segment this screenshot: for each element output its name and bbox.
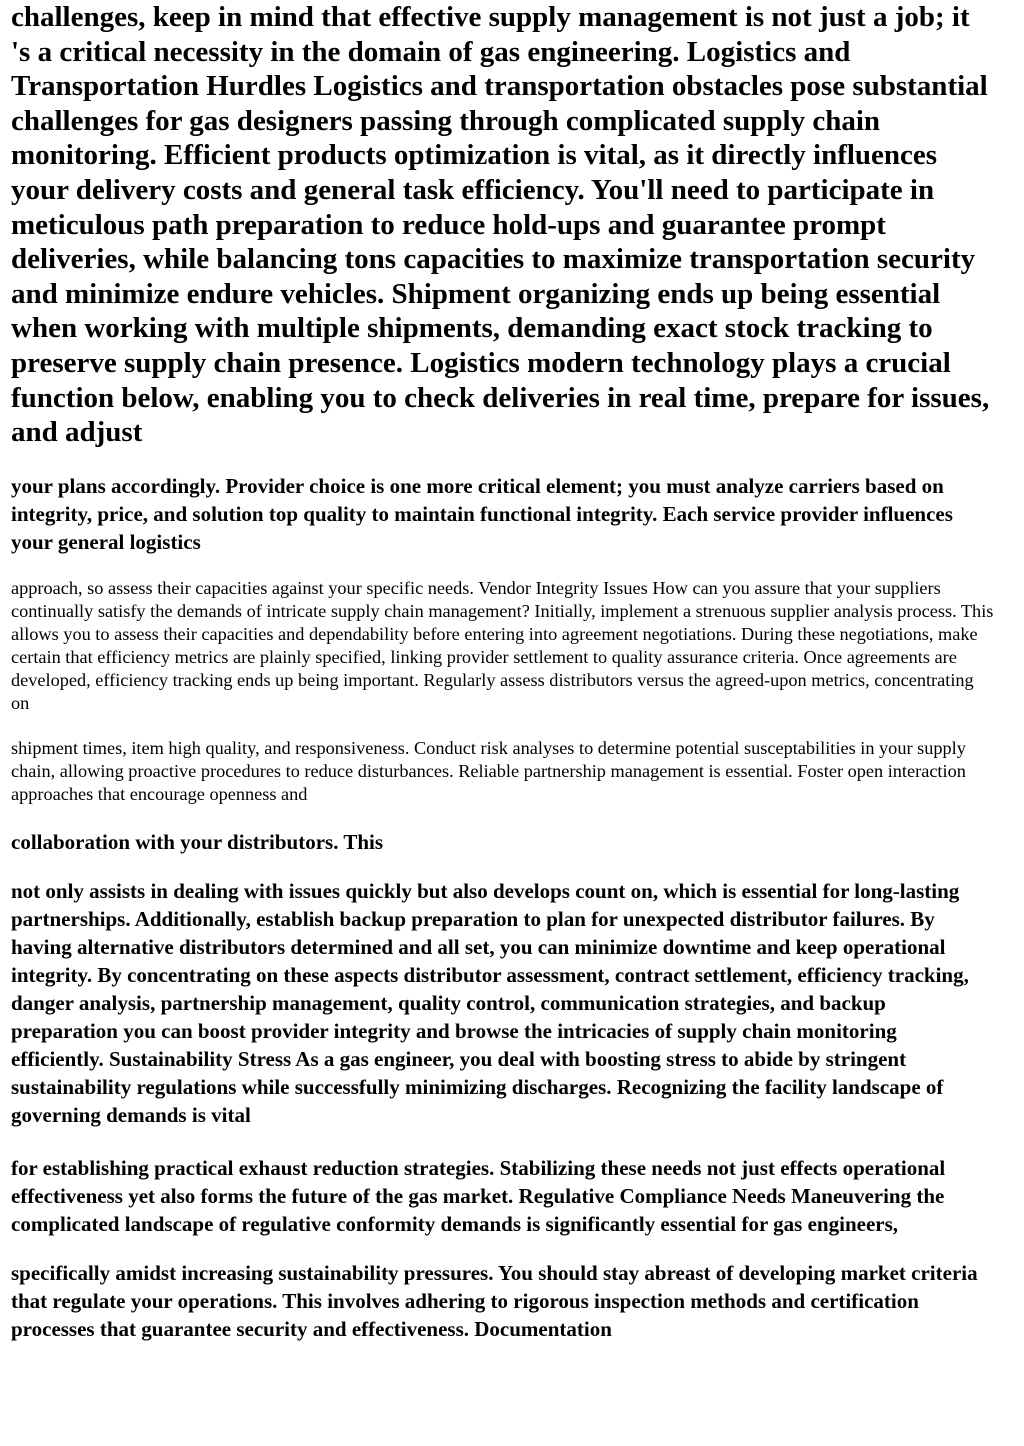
paragraph-vendor-integrity: approach, so assess their capacities against your specific needs. Vendor Integrity Issues How can you assure that your suppliers continually satisfy the demands of intricate supply chain management? Initially, implement a strenuous supplier analysis process. This allows you to assess their capacities and dependability before entering into agreement negotiations. During these negotiations, make certain that efficiency metrics are plainly specified, linking provider settlement to quality assurance criteria. Once agreements are developed, efficiency tracking ends up being important. Regularly assess distributors versus the agreed-upon metrics, concentrating on <box>11 577 994 713</box>
paragraph-collaboration: collaboration with your distributors. This <box>11 829 384 854</box>
paragraph-shipment-times: shipment times, item high quality, and responsiveness. Conduct risk analyses to determine potential susceptabilities in your supply chain, allowing proactive procedures to reduce disturbances. Reliable partnership management is essential. Foster open interaction approaches that encourage openness and <box>11 737 966 804</box>
paragraph-regulative-compliance: for establishing practical exhaust reduction strategies. Stabilizing these needs not just effects operational effectiveness yet also forms the future of the gas market. Regulative Compliance Needs Maneuvering the complicated landscape of regulative conformity demands is significantly essential for gas engineers, <box>11 1155 946 1236</box>
paragraph-supply-logistics: challenges, keep in mind that effective supply management is not just a job; it 's a critical necessity in the domain of gas engineering. Logistics and Transportation Hurdles Logistics and transportation obstacles pose substantial challenges for gas designers passing through complicated supply chain monitoring. Efficient products optimization is vital, as it directly influences your delivery costs and general task efficiency. You'll need to participate in meticulous path preparation to reduce hold-ups and guarantee prompt deliveries, while balancing tons capacities to maximize transportation security and minimize endure vehicles. Shipment organizing ends up being essential when working with multiple shipments, demanding exact stock tracking to preserve supply chain presence. Logistics modern technology plays a crucial function below, enabling you to check deliveries in real time, prepare for issues, and adjust <box>11 1 990 449</box>
paragraph-documentation: specifically amidst increasing sustainability pressures. You should stay abreast of developing market criteria that regulate your operations. This involves adhering to rigorous inspection methods and certification processes that guarantee security and effectiveness. Documentation <box>11 1260 978 1341</box>
paragraph-sustainability-stress: not only assists in dealing with issues quickly but also develops count on, which is essential for long-lasting partnerships. Additionally, establish backup preparation to plan for unexpected distributor failures. By having alternative distributors determined and all set, you can minimize downtime and keep operational integrity. By concentrating on these aspects distributor assessment, contract settlement, efficiency tracking, danger analysis, partnership management, quality control, communication strategies, and backup preparation you can boost provider integrity and browse the intricacies of supply chain monitoring efficiently. Sustainability Stress As a gas engineer, you deal with boosting stress to abide by stringent sustainability regulations while successfully minimizing discharges. Recognizing the facility landscape of governing demands is vital <box>11 878 969 1127</box>
paragraph-provider-choice: your plans accordingly. Provider choice is one more critical element; you must analyze carriers based on integrity, price, and solution top quality to maintain functional integrity. Each service provider influences your general logistics <box>11 473 953 554</box>
